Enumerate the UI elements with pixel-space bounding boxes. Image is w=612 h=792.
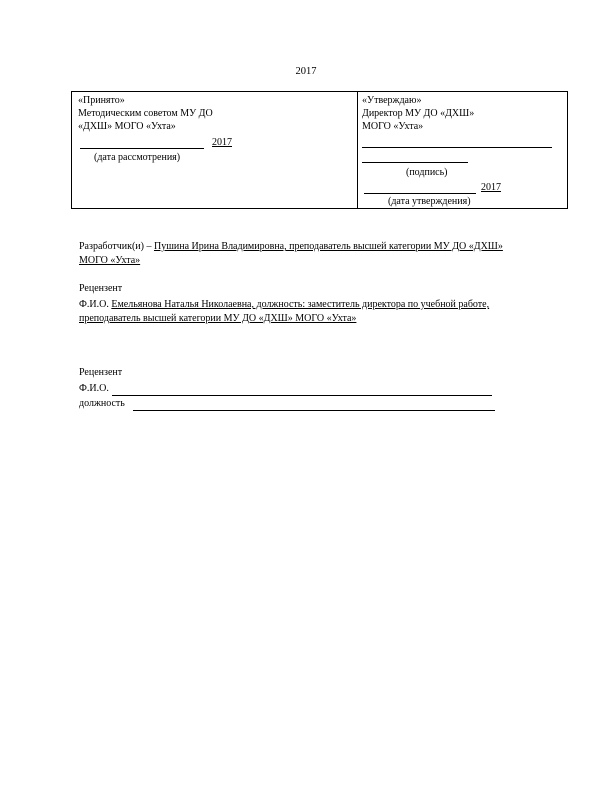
reviewer1-fio-label: Ф.И.О. [79,299,109,310]
reviewer2-fio-label: Ф.И.О. [79,383,109,394]
developer-name-cont: МОГО «Ухта» [79,255,141,266]
signature-line [362,162,468,163]
review-date-caption: (дата рассмотрения) [94,152,181,163]
approve-line2: МОГО «Ухта» [362,121,424,132]
approval-year: 2017 [481,182,501,193]
developer-name: Пушина Ирина Владимировна, преподаватель высшей категории МУ ДО «ДХШ» [153,241,503,252]
reviewer1-text-cont: преподаватель высшей категории МУ ДО «ДХШ» МОГО «Ухта» [79,313,357,324]
accepted-line2: «ДХШ» МОГО «Ухта» [78,121,176,132]
reviewer2-position-label: должность [79,398,125,409]
approval-date-caption: (дата утверждения) [388,196,471,207]
accepted-heading: «Принято» [78,95,125,106]
reviewer1-title: Рецензент [79,283,123,294]
review-year: 2017 [212,137,232,148]
approval-date-line [364,193,476,194]
document-year: 2017 [295,66,317,77]
accepted-line1: Методическим советом МУ ДО [78,108,213,119]
reviewer2-fio-line [112,395,492,396]
reviewer1-block [79,298,489,326]
reviewer2-position-line [133,410,495,411]
approve-line1: Директор МУ ДО «ДХШ» [362,108,475,119]
approval-table [71,91,568,209]
approve-heading: «Утверждаю» [362,95,422,106]
director-name-line [362,147,552,148]
developer-label: Разработчик(и) – [79,241,152,252]
reviewer2-title: Рецензент [79,367,123,378]
signature-caption: (подпись) [406,167,448,178]
developer-block [79,240,503,268]
table-divider [357,92,358,208]
review-date-line [80,148,204,149]
reviewer1-text: Емельянова Наталья Николаевна, должность: заместитель директора по учебной работе, [111,299,490,310]
